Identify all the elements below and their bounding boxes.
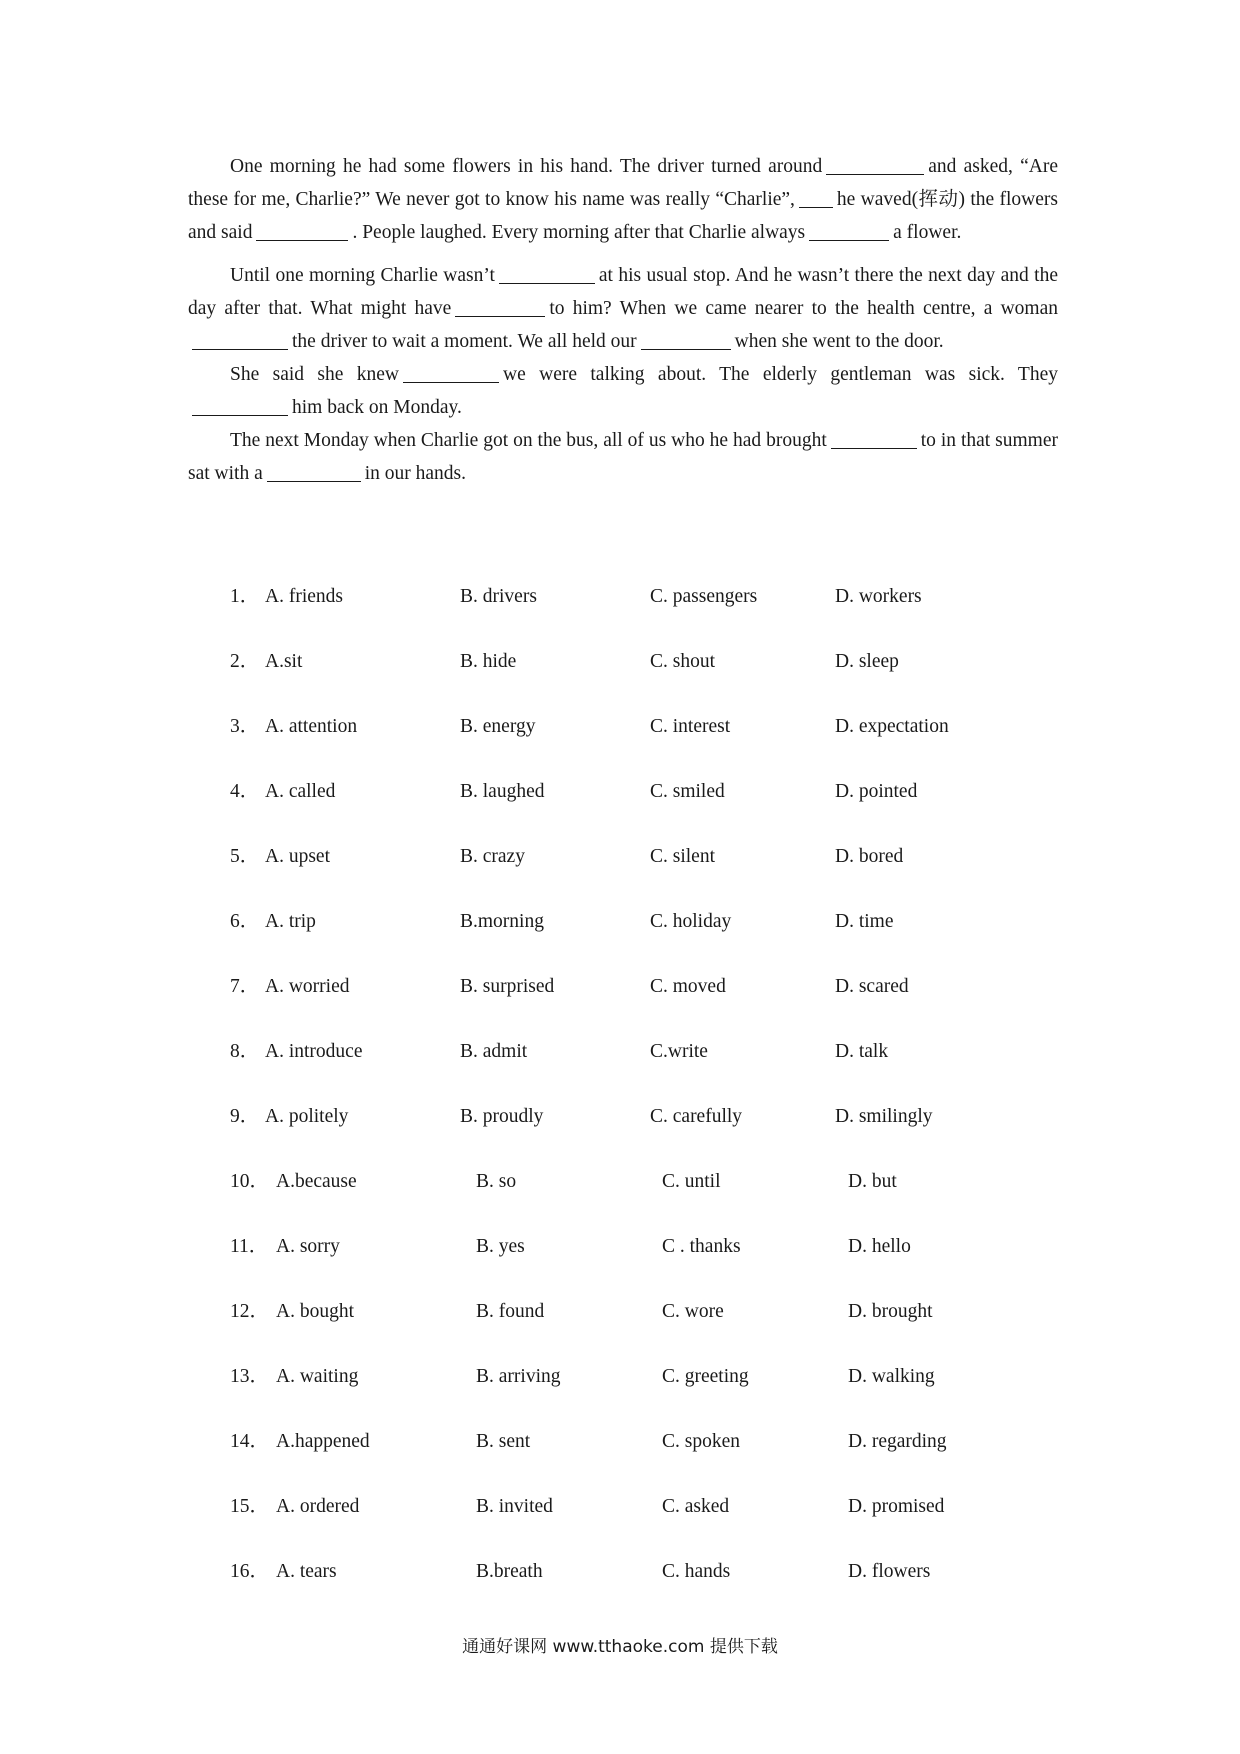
option-c: C. smiled <box>650 781 725 802</box>
question-row <box>0 972 1240 1002</box>
option-a: A.happened <box>276 1431 370 1452</box>
option-b: B. drivers <box>460 586 537 607</box>
question-row <box>0 1492 1240 1522</box>
option-b: B. sent <box>476 1431 531 1452</box>
option-c: C. moved <box>650 976 726 997</box>
option-b: B. yes <box>476 1236 525 1257</box>
question-row <box>0 777 1240 807</box>
footer-watermark: 通通好课网 www.tthaoke.com 提供下载 <box>462 1637 778 1657</box>
question-row <box>0 1557 1240 1587</box>
question-row <box>0 1297 1240 1327</box>
option-b: B. invited <box>476 1496 553 1517</box>
option-a: A. introduce <box>265 1041 363 1062</box>
option-c: C. shout <box>650 651 716 672</box>
option-d: D. pointed <box>835 781 918 802</box>
option-d: D. but <box>848 1171 897 1192</box>
question-number: 12． <box>230 1301 270 1322</box>
option-a: A.because <box>276 1171 357 1192</box>
option-c: C. wore <box>662 1301 724 1322</box>
option-d: D. brought <box>848 1301 933 1322</box>
option-c: C. until <box>662 1171 721 1192</box>
option-c: C. asked <box>662 1496 730 1517</box>
option-c: C. hands <box>662 1561 731 1582</box>
option-d: D. regarding <box>848 1431 947 1452</box>
option-c: C. carefully <box>650 1106 743 1127</box>
option-b: B. so <box>476 1171 517 1192</box>
option-c: C. holiday <box>650 911 732 932</box>
option-b: B.morning <box>460 911 544 932</box>
option-c: C. silent <box>650 846 716 867</box>
option-a: A. bought <box>276 1301 354 1322</box>
question-number: 16． <box>230 1561 270 1582</box>
question-number: 2． <box>230 651 260 672</box>
question-row <box>0 1232 1240 1262</box>
question-number: 3． <box>230 716 260 737</box>
question-number: 8． <box>230 1041 260 1062</box>
option-d: D. flowers <box>848 1561 931 1582</box>
option-c: C. spoken <box>662 1431 740 1452</box>
question-number: 7． <box>230 976 260 997</box>
option-d: D. scared <box>835 976 909 997</box>
question-row <box>0 1037 1240 1067</box>
option-a: A. waiting <box>276 1366 359 1387</box>
option-b: B. crazy <box>460 846 525 867</box>
option-d: D. talk <box>835 1041 889 1062</box>
question-number: 10． <box>230 1171 270 1192</box>
question-row <box>0 907 1240 937</box>
option-d: D. expectation <box>835 716 949 737</box>
option-d: D. time <box>835 911 894 932</box>
option-d: D. sleep <box>835 651 899 672</box>
paragraph-2: Until one morning Charlie wasn’t at his usual stop. And he wasn’t there the next day and the day after that. What might have to him? When we came nearer to the health centre, a womanthe driver to wait a moment. We all held our when she went to the door. <box>188 265 1058 352</box>
option-c: C. passengers <box>650 586 758 607</box>
option-b: B.breath <box>476 1561 543 1582</box>
option-b: B. arriving <box>476 1366 561 1387</box>
question-row <box>0 1102 1240 1132</box>
question-row <box>0 712 1240 742</box>
option-a: A. attention <box>265 716 358 737</box>
option-a: A. sorry <box>276 1236 340 1257</box>
option-c: C. greeting <box>662 1366 749 1387</box>
question-number: 14． <box>230 1431 270 1452</box>
option-c: C . thanks <box>662 1236 741 1257</box>
option-a: A. politely <box>265 1106 349 1127</box>
option-a: A. friends <box>265 586 343 607</box>
question-number: 11． <box>230 1236 269 1257</box>
option-a: A. ordered <box>276 1496 360 1517</box>
question-number: 9． <box>230 1106 260 1127</box>
option-c: C.write <box>650 1041 708 1062</box>
option-a: A. called <box>265 781 336 802</box>
option-d: D. bored <box>835 846 904 867</box>
option-b: B. energy <box>460 716 536 737</box>
option-b: B. hide <box>460 651 517 672</box>
option-b: B. surprised <box>460 976 555 997</box>
question-number: 1． <box>230 586 260 607</box>
option-d: D. walking <box>848 1366 935 1387</box>
option-b: B. found <box>476 1301 545 1322</box>
option-a: A.sit <box>265 651 303 672</box>
paragraph-3: She said she knew we were talking about. The elderly gentleman was sick. Theyhim back on Monday. <box>188 358 1058 424</box>
option-a: A. trip <box>265 911 316 932</box>
question-row <box>0 647 1240 677</box>
option-b: B. proudly <box>460 1106 544 1127</box>
question-number: 15． <box>230 1496 270 1517</box>
question-row <box>0 842 1240 872</box>
question-number: 13． <box>230 1366 270 1387</box>
option-a: A. upset <box>265 846 330 867</box>
option-a: A. worried <box>265 976 350 997</box>
question-number: 4． <box>230 781 260 802</box>
paragraph-4: The next Monday when Charlie got on the bus, all of us who he had brought to in that summer sat with a in our hands. <box>188 430 1058 484</box>
option-b: B. laughed <box>460 781 545 802</box>
question-row <box>0 1427 1240 1457</box>
option-d: D. workers <box>835 586 922 607</box>
question-number: 6． <box>230 911 260 932</box>
option-d: D. hello <box>848 1236 911 1257</box>
question-row <box>0 1362 1240 1392</box>
option-a: A. tears <box>276 1561 337 1582</box>
paragraph-1: One morning he had some flowers in his hand. The driver turned around and asked, “Are these for me, Charlie?” We never got to know his name was really “Charlie”, he waved(挥动) the flowers and said . People laughed. Every morning after that Charlie always a flower. <box>188 156 1058 243</box>
option-d: D. promised <box>848 1496 945 1517</box>
question-row <box>0 1167 1240 1197</box>
option-b: B. admit <box>460 1041 528 1062</box>
option-c: C. interest <box>650 716 731 737</box>
question-number: 5． <box>230 846 260 867</box>
option-d: D. smilingly <box>835 1106 933 1127</box>
question-row <box>0 582 1240 612</box>
